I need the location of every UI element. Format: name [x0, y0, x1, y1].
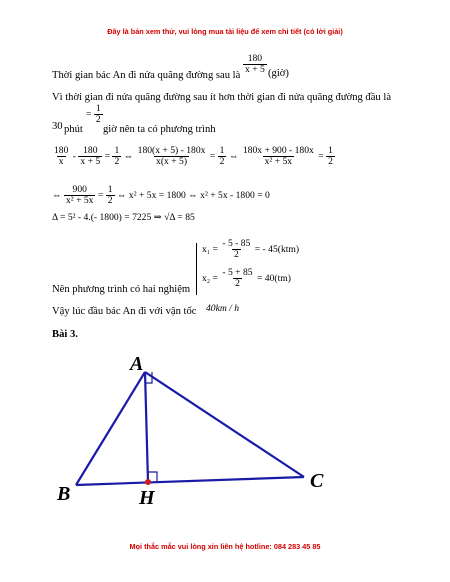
eq2-frac2-num: 1 — [107, 184, 113, 195]
solution-1 — [202, 239, 299, 260]
line-2-text: Vì thời gian đi nửa quãng đường sau ít hơn thời gian đi nửa quãng đường đầu là — [52, 92, 392, 103]
eq2-equals: = — [97, 189, 104, 201]
eq1-iff-2: ⇔ — [228, 150, 239, 162]
eq1-frac2-den: x + 5 — [80, 156, 101, 168]
eq1-frac1-den: x — [58, 156, 64, 168]
eq2-frac2-den: 2 — [107, 195, 113, 207]
footer-banner: Mọi thắc mắc vui lòng xin liên hệ hotline: 084 283 45 85 — [129, 542, 321, 551]
sol1-lhs: x₁ = — [202, 243, 218, 255]
eq2-rest: ⇔ x² + 5x = 1800 ⇔ x² + 5x - 1800 = 0 — [116, 189, 270, 201]
conclusion-value: 40km / h — [206, 303, 240, 314]
line-3-fraction-den: 2 — [95, 114, 101, 126]
sol2-lhs: x₂ = — [202, 272, 218, 284]
line-1-fraction — [243, 54, 267, 75]
altitude-ah — [145, 372, 148, 482]
solution-2 — [202, 268, 291, 289]
line-3-value: 30 — [52, 121, 63, 132]
eq1-frac7-den: 2 — [328, 156, 333, 168]
triangle-svg — [52, 350, 332, 515]
label-b: B — [57, 483, 71, 505]
eq1-iff-1: ⇔ — [123, 150, 134, 162]
sol2-num: - 5 + 85 — [222, 267, 253, 278]
line-1-unit: (giờ) — [268, 68, 289, 79]
line-3-equals: = — [86, 109, 92, 121]
line-3-fraction-num: 1 — [95, 103, 101, 114]
sol2-rhs: = 40(tm) — [256, 272, 291, 284]
solution-brace — [196, 243, 197, 295]
equation-1 — [52, 146, 335, 167]
label-c: C — [310, 470, 324, 492]
eq1-frac4-den: x(x + 5) — [156, 156, 188, 168]
sol1-den: 2 — [233, 249, 239, 261]
eq1-frac3-den: 2 — [114, 156, 120, 168]
eq1-frac7-num: 1 — [328, 145, 333, 156]
section-heading: Bài 3. — [52, 329, 78, 340]
eq1-frac1-num: 180 — [54, 145, 69, 156]
eq1-frac4-num: 180(x + 5) - 180x — [137, 145, 206, 156]
sol1-num: - 5 - 85 — [222, 238, 251, 249]
triangle-figure — [52, 350, 332, 515]
side-ab — [76, 372, 145, 485]
equation-2 — [52, 185, 270, 206]
conclusion-text: Vậy lúc đầu bác An đi với vận tốc — [52, 306, 197, 317]
eq2-frac1-den: x² + 5x — [66, 195, 94, 207]
eq2-iff: ⇔ — [52, 189, 62, 201]
line-3-fraction — [86, 104, 103, 125]
eq1-minus: - — [72, 150, 76, 162]
line-3-unit: phút — [64, 124, 83, 135]
side-bc — [76, 477, 304, 485]
label-a: A — [130, 353, 144, 375]
eq1-equals-2: = — [209, 150, 216, 162]
sol2-den: 2 — [235, 278, 240, 290]
line-1-text: Thời gian bác An đi nửa quãng đường sau là — [52, 70, 241, 81]
sol1-rhs: = - 45(ktm) — [254, 243, 300, 255]
eq1-frac6-num: 180x + 900 - 180x — [242, 145, 314, 156]
line-1-fraction-num: 180 — [247, 53, 263, 64]
eq1-frac5-num: 1 — [219, 145, 225, 156]
eq1-equals-3: = — [318, 150, 324, 162]
eq1-frac5-den: 2 — [219, 156, 225, 168]
label-h: H — [139, 487, 155, 509]
point-h — [145, 479, 151, 485]
line-1-fraction-den: x + 5 — [245, 64, 265, 76]
header-banner: Đây là bản xem thử, vui lòng mua tài liệu để xem chi tiết (có lời giải) — [107, 27, 343, 36]
eq1-frac2-num: 180 — [83, 145, 98, 156]
eq2-frac1-num: 900 — [72, 184, 87, 195]
equation-3: Δ = 5² - 4.(- 1800) = 7225 ⇒ √Δ = 85 — [52, 212, 195, 223]
eq1-frac3-num: 1 — [114, 145, 120, 156]
side-ac — [145, 372, 304, 477]
eq1-frac6-den: x² + 5x — [264, 156, 293, 168]
solution-intro: Nên phương trình có hai nghiệm — [52, 284, 191, 295]
eq1-equals: = — [104, 150, 111, 162]
line-3-text: giờ nên ta có phương trình — [103, 124, 216, 135]
